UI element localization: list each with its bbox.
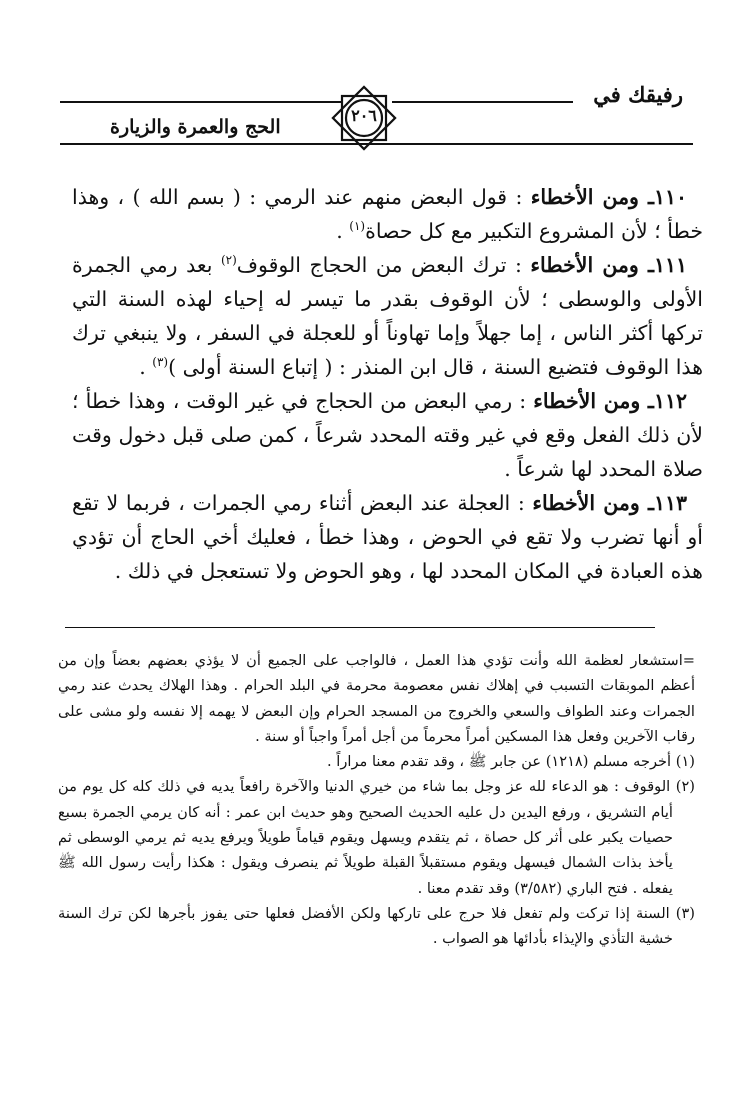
paragraph-110 (72, 180, 703, 248)
item-lead: ومن الأخطاء (532, 491, 640, 515)
page-header (0, 70, 753, 150)
item-number: ١١٢ـ (640, 389, 687, 413)
item-text: : العجلة عند البعض أثناء رمي الجمرات ، فربما لا تقع أو أنها تضرب ولا تقع في الحوض ، وهذا خطأ ، فعليك أخي الحاج أن تؤدي هذه العبادة في المكان المحدد لها ، وهو الحوض ولا تستعجل في ذلك . (72, 491, 703, 583)
book-subtitle: الحج والعمرة والزيارة (110, 116, 281, 138)
item-lead: ومن الأخطاء (530, 185, 639, 209)
footnote-ref: (٣) (152, 355, 169, 370)
item-text: : ترك البعض من الحجاج الوقوف (236, 253, 531, 277)
item-tail: . (336, 219, 350, 243)
header-rule-left (60, 101, 343, 103)
paragraph-113 (72, 486, 703, 588)
footnote-2: (٢) الوقوف : هو الدعاء لله عز وجل بما شاء من خيري الدنيا والآخرة رافعاً يديه في ذلك كله كل يوم من أيام التشريق ، ورفع اليدين دل عليه الحديث الصحيح وهو حديث ابن عمر : أنه كان يرمي الجمرة بسبع حصيات يكبر على أثر كل حصاة ، ثم يتقدم ويسهل ويقوم قياماً طويلاً ويرفع يديه ثم يرمي الوسطى ثم يأخذ بذات الشمال فيسهل ويقوم مستقبلاً القبلة طويلاً ثم ينصرف ويقول : هكذا رأيت رسول الله ﷺ يفعله . فتح الباري (٣/٥٨٢) وقد تقدم معنا . (58, 778, 695, 897)
footnote-1: (١) أخرجه مسلم (١٢١٨) عن جابر ﷺ ، وقد تقدم معنا مراراً . (327, 753, 695, 771)
book-title: رفيقك في (593, 82, 683, 107)
footnote-ref: (٢) (220, 253, 237, 268)
header-rule-right (392, 101, 573, 103)
item-number: ١١٣ـ (639, 491, 687, 515)
item-tail: بعد رمي الجمرة الأولى والوسطى ؛ لأن الوقوف بقدر ما تيسر له إحياء لهذه السنة التي تركها أكثر الناس ، إما جهلاً وإما تهاوناً أو للعجلة في السفر ، ولا ينبغي ترك هذا الوقوف فتضيع السنة ، قال ابن المنذر : ( إتباع السنة أولى ) (72, 253, 703, 379)
page-number: ٢٠٦ (351, 106, 377, 125)
item-lead: ومن الأخطاء (530, 253, 639, 277)
item-lead: ومن الأخطاء (533, 389, 641, 413)
footnote-3: (٣) السنة إذا تركت ولم تفعل فلا حرج على تاركها ولكن الأفضل فعلها حتى يفوز بأجرها لكن ترك السنة خشية التأذي والإيذاء بأدائها هو الصواب . (58, 904, 695, 948)
paragraph-111 (72, 248, 703, 384)
item-number: ١١١ـ (638, 253, 687, 277)
footnote-continuation: =استشعار لعظمة الله وأنت تؤدي هذا العمل ، فالواجب على الجميع أن لا يؤذي بعضهم بعضاً وإن من أعظم الموبقات التسبب في إهلاك نفس معصومة محرمة في البلد الحرام . وهذا الهلاك يحدث عند رمي الجمرات وعند الطواف والسعي والخروج من المسجد الحرام وإن البعض لا يهمه إلا نفسه ولو مشى على رقاب الآخرين وفعل هذا المسكين أمراً محرماً من أجل أمراً واجباً أو سنة . (58, 652, 695, 745)
footnote-separator (65, 627, 655, 628)
footnote-ref: (١) (349, 219, 366, 234)
footnotes (58, 648, 695, 952)
paragraph-112 (72, 384, 703, 486)
main-text (72, 180, 703, 588)
item-tail: . (139, 355, 153, 379)
item-number: ١١٠ـ (638, 185, 687, 209)
item-text: : رمي البعض من الحجاج في غير الوقت ، وهذا خطأ ؛ لأن ذلك الفعل وقع في غير وقته المحدد شرعاً ، كمن صلى قبل دخول وقت صلاة المحدد لها شرعاً . (72, 389, 703, 481)
item-text: : قول البعض منهم عند الرمي : ( بسم الله ) ، وهذا خطأ ؛ لأن المشروع التكبير مع كل حصاة (72, 185, 703, 243)
header-rule-bottom (60, 143, 693, 145)
